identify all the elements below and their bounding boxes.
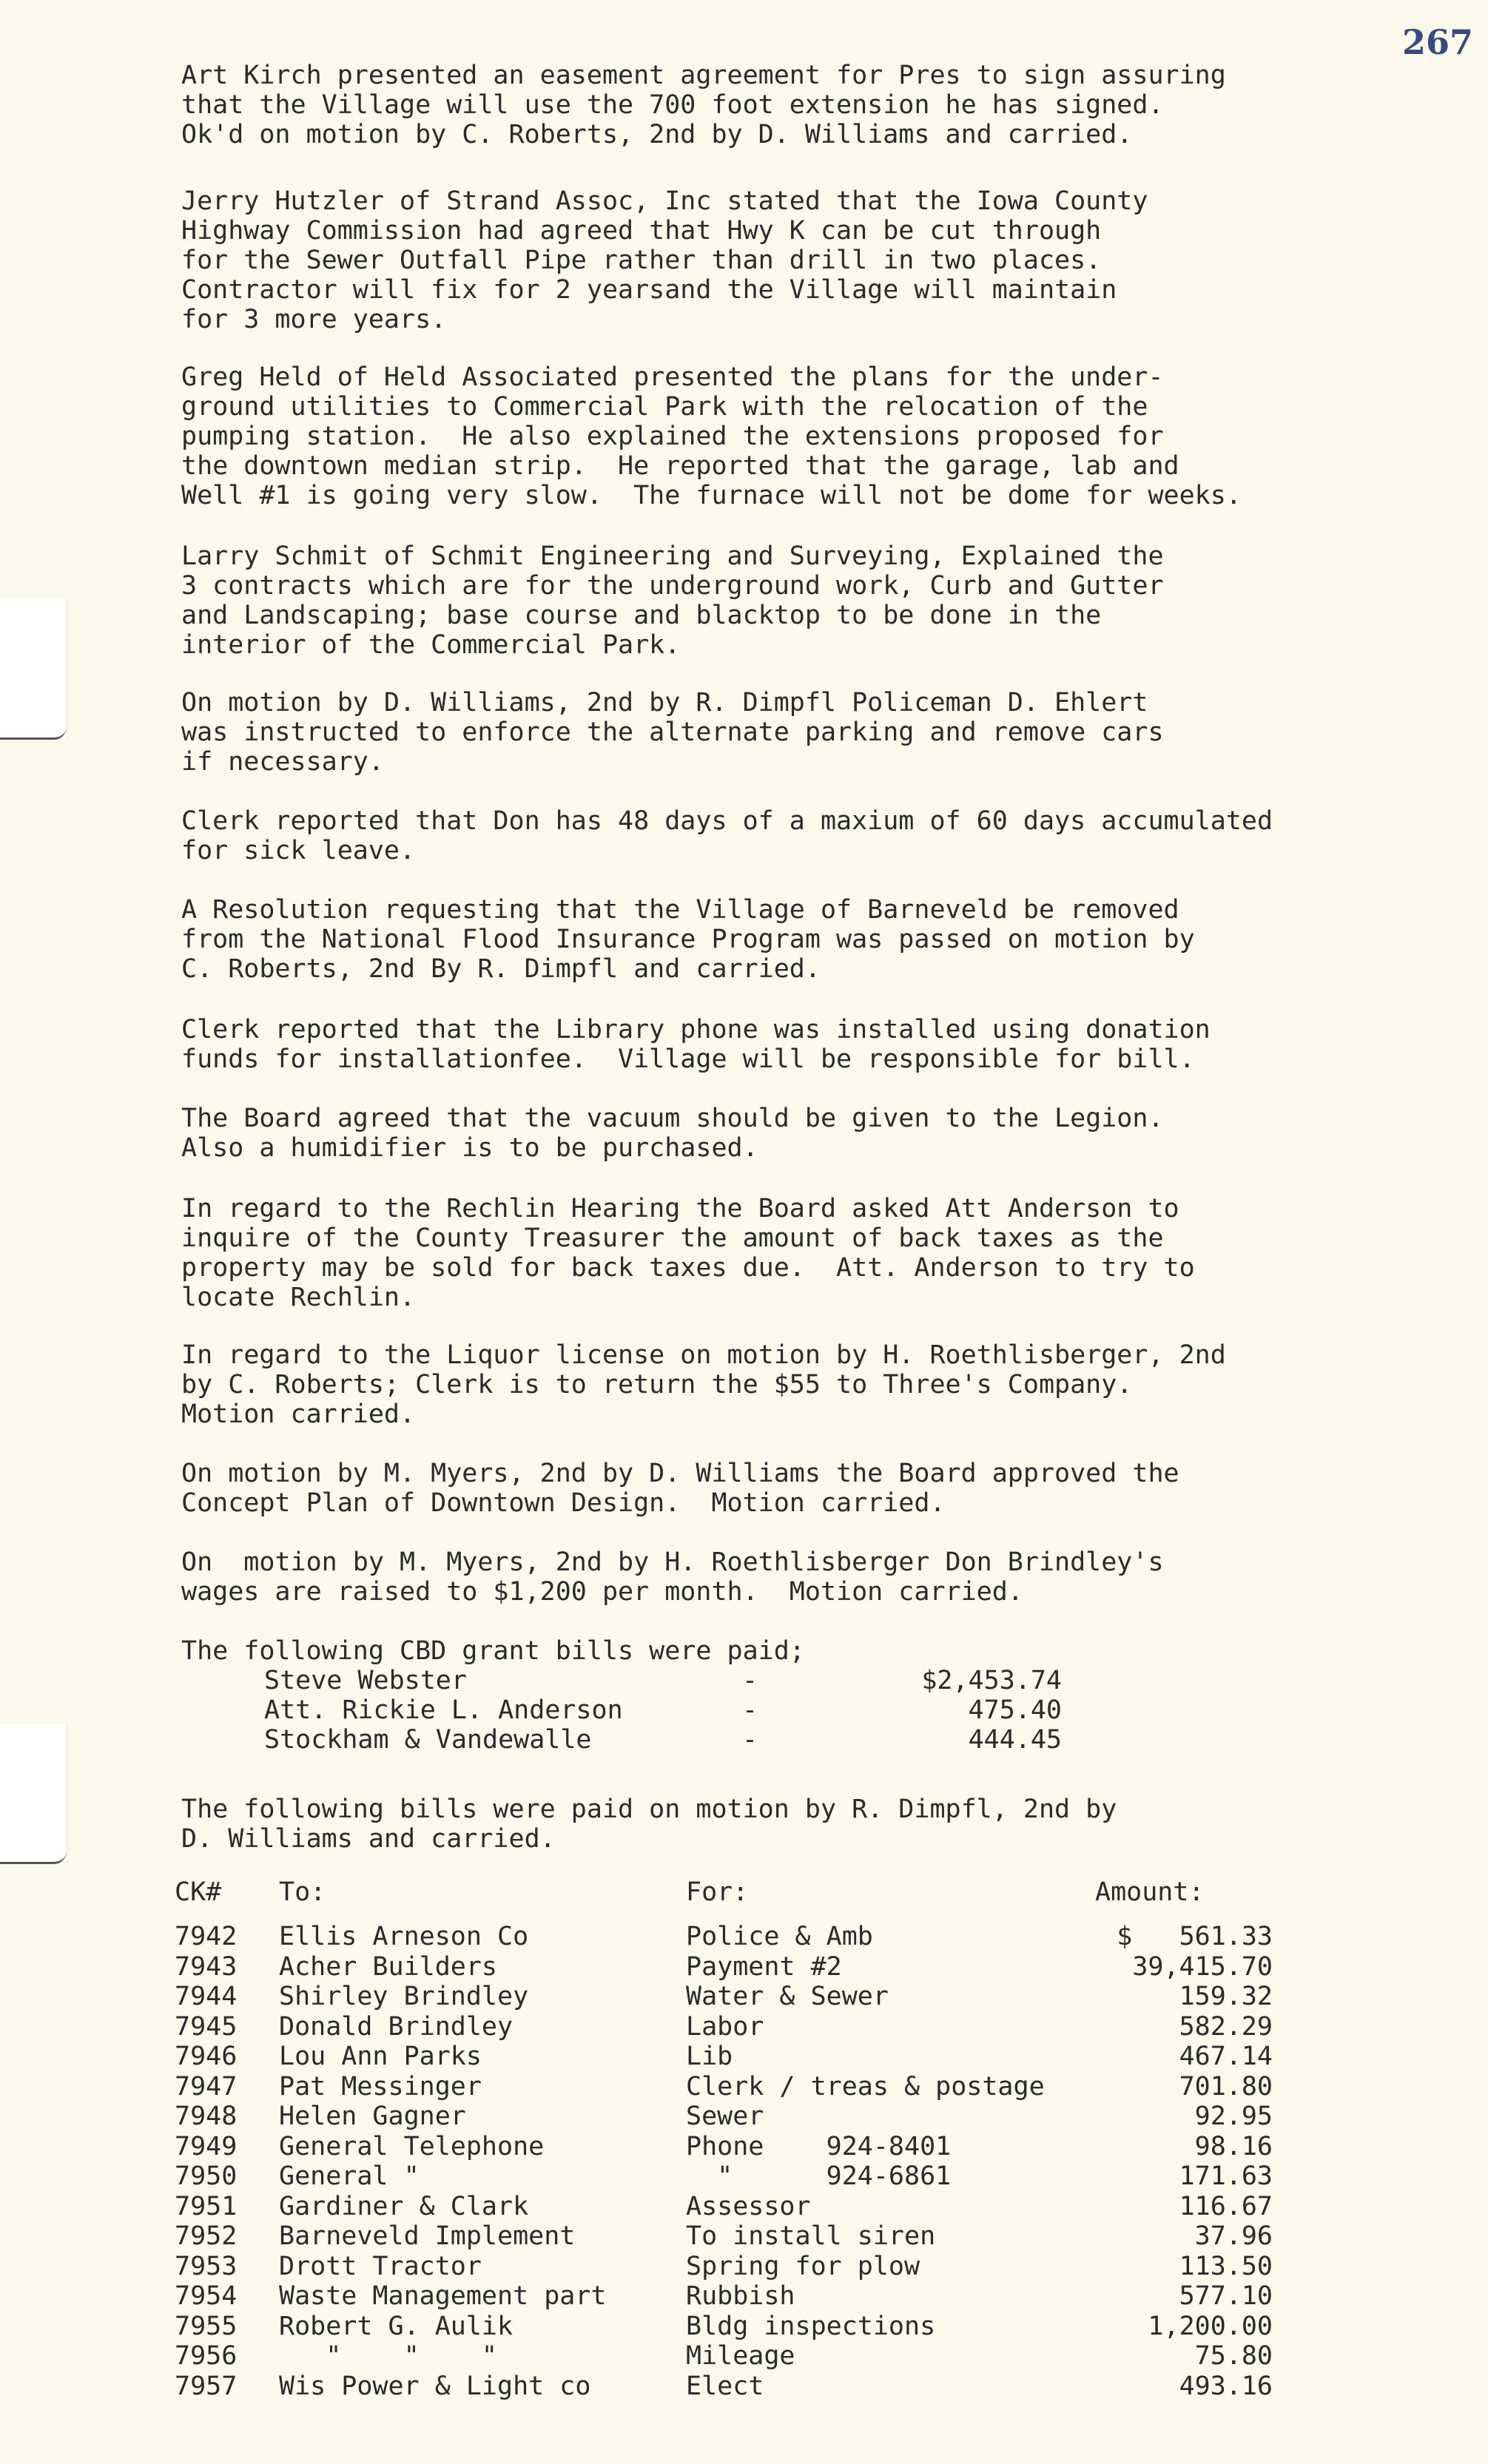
paragraph-line: was instructed to enforce the alternate parking and remove cars: [181, 718, 1164, 747]
paragraph-line: and Landscaping; base course and blacktop to be done in the: [181, 601, 1102, 630]
paragraph-line: locate Rechlin.: [181, 1283, 416, 1312]
payee: Donald Brindley: [279, 2011, 514, 2042]
payee: Helen Gagner: [279, 2102, 466, 2131]
purpose: Water & Sewer: [686, 1982, 889, 2011]
table-row: [0, 2102, 1488, 2131]
table-row: [0, 2132, 1488, 2161]
paragraph-line: Well #1 is going very slow. The furnace will not be dome for weeks.: [181, 481, 1242, 510]
cbd-payee: Steve Webster: [264, 1666, 467, 1695]
header-amount: Amount:: [1095, 1877, 1205, 1907]
paragraph-line: Also a humidifier is to be purchased.: [181, 1133, 758, 1163]
paragraph-line: Clerk reported that the Library phone was installed using donation: [181, 1015, 1211, 1044]
table-row: [0, 1982, 1488, 2011]
cbd-payee: Stockham & Vandewalle: [264, 1725, 592, 1755]
paragraph-line: by C. Roberts; Clerk is to return the $55 to Three's Company.: [181, 1370, 1133, 1400]
check-number: 7955: [175, 2311, 238, 2341]
payee: General ": [279, 2161, 420, 2191]
payee: Acher Builders: [279, 1951, 498, 1982]
table-row: [0, 2341, 1488, 2371]
payee: Ellis Arneson Co: [279, 1922, 529, 1951]
minutes-paragraph: [181, 1194, 1454, 1312]
paragraph-line: property may be sold for back taxes due. Att. Anderson to try to: [181, 1253, 1195, 1283]
paragraph-line: inquire of the County Treasurer the amount of back taxes as the: [181, 1223, 1164, 1253]
payee: Wis Power & Light co: [279, 2371, 591, 2401]
paragraph-line: Jerry Hutzler of Strand Assoc, Inc stated that the Iowa County: [181, 186, 1148, 216]
paragraph-line: the downtown median strip. He reported that the garage, lab and: [181, 451, 1179, 481]
purpose: Lib: [686, 2042, 733, 2071]
table-row: [0, 1952, 1488, 1982]
check-number: 7948: [175, 2102, 238, 2131]
cbd-payee: Att. Rickie L. Anderson: [264, 1695, 623, 1725]
cbd-bill-row: [0, 1695, 1488, 1725]
purpose: To install siren: [686, 2221, 936, 2251]
header-to: To:: [279, 1877, 326, 1907]
payee: Barneveld Implement: [279, 2221, 576, 2251]
amount: 159.32: [1179, 1982, 1273, 2011]
table-row: [0, 2072, 1488, 2102]
minutes-paragraph: [181, 1547, 1454, 1607]
table-row: [0, 2042, 1488, 2071]
payee: Robert G. Aulik: [279, 2311, 514, 2341]
minutes-paragraph: [181, 1636, 1454, 1666]
purpose: Bldg inspections: [686, 2311, 936, 2341]
check-number: 7946: [175, 2042, 238, 2071]
check-number: 7954: [175, 2281, 238, 2311]
amount: 1,200.00: [1148, 2311, 1273, 2341]
purpose: Labor: [686, 2011, 764, 2042]
table-row: [0, 2312, 1488, 2341]
payee: Pat Messinger: [279, 2071, 482, 2102]
paragraph-line: Larry Schmit of Schmit Engineering and Surveying, Explained the: [181, 541, 1164, 571]
table-row: [0, 2192, 1488, 2221]
minutes-paragraph: [181, 688, 1454, 777]
purpose: " 924-6861: [686, 2161, 952, 2191]
paragraph-line: funds for installationfee. Village will be responsible for bill.: [181, 1044, 1195, 1074]
purpose: Mileage: [686, 2341, 795, 2371]
amount: 37.96: [1194, 2221, 1273, 2251]
purpose: Sewer: [686, 2102, 764, 2131]
paragraph-line: Contractor will fix for 2 yearsand the Village will maintain: [181, 275, 1117, 305]
table-row: [0, 2012, 1488, 2042]
paragraph-line: Highway Commission had agreed that Hwy K can be cut through: [181, 216, 1102, 246]
purpose: Rubbish: [686, 2281, 795, 2311]
paragraph-line: The following CBD grant bills were paid;: [181, 1636, 805, 1666]
paragraph-line: for the Sewer Outfall Pipe rather than drill in two places.: [181, 246, 1102, 275]
paragraph-line: Art Kirch presented an easement agreement for Pres to sign assuring: [181, 61, 1226, 90]
amount: 39,415.70: [1132, 1951, 1273, 1982]
paragraph-line: Clerk reported that Don has 48 days of a maxium of 60 days accumulated: [181, 806, 1273, 836]
table-row: [0, 2372, 1488, 2401]
amount: 75.80: [1194, 2341, 1273, 2371]
paragraph-line: Ok'd on motion by C. Roberts, 2nd by D. Williams and carried.: [181, 120, 1133, 149]
amount: 113.50: [1179, 2251, 1273, 2281]
paragraph-line: for sick leave.: [181, 836, 416, 865]
minutes-paragraph: [181, 1015, 1454, 1074]
paragraph-line: pumping station. He also explained the extensions proposed for: [181, 422, 1164, 451]
paragraph-line: In regard to the Rechlin Hearing the Board asked Att Anderson to: [181, 1194, 1179, 1223]
paragraph-line: In regard to the Liquor license on motion by H. Roethlisberger, 2nd: [181, 1340, 1226, 1370]
check-number: 7950: [175, 2161, 238, 2191]
paragraph-line: D. Williams and carried.: [181, 1824, 556, 1854]
cbd-bill-row: [0, 1725, 1488, 1755]
amount: $ 561.33: [1117, 1922, 1273, 1951]
amount: 493.16: [1179, 2371, 1273, 2401]
amount: 116.67: [1179, 2191, 1273, 2221]
paragraph-line: from the National Flood Insurance Program was passed on motion by: [181, 925, 1195, 954]
payee: Lou Ann Parks: [279, 2042, 482, 2071]
paragraph-line: ground utilities to Commercial Park with the relocation of the: [181, 392, 1148, 422]
page-number: 267: [1402, 22, 1474, 62]
purpose: Payment #2: [686, 1951, 842, 1982]
page-edge-tab: [0, 599, 67, 740]
amount: 171.63: [1179, 2161, 1273, 2191]
check-number: 7947: [175, 2071, 238, 2102]
payee: Waste Management part: [279, 2281, 607, 2311]
check-number: 7942: [175, 1922, 238, 1951]
amount: 467.14: [1179, 2042, 1273, 2071]
check-number: 7952: [175, 2221, 238, 2251]
cbd-amount: 444.45: [968, 1725, 1062, 1755]
paragraph-line: On motion by D. Williams, 2nd by R. Dimpfl Policeman D. Ehlert: [181, 688, 1148, 718]
payee: " " ": [279, 2341, 498, 2371]
minutes-paragraph: [181, 362, 1454, 510]
table-row: [0, 2281, 1488, 2311]
check-number: 7951: [175, 2191, 238, 2221]
minutes-paragraph: [181, 61, 1454, 149]
header-for: For:: [686, 1877, 749, 1907]
paragraph-line: Motion carried.: [181, 1400, 416, 1429]
paragraph-line: Concept Plan of Downtown Design. Motion carried.: [181, 1488, 946, 1518]
cbd-bill-row: [0, 1666, 1488, 1695]
payee: General Telephone: [279, 2131, 545, 2161]
check-number: 7945: [175, 2011, 238, 2042]
payee: Drott Tractor: [279, 2251, 482, 2281]
purpose: Spring for plow: [686, 2251, 920, 2281]
paragraph-line: 3 contracts which are for the underground work, Curb and Gutter: [181, 571, 1164, 601]
amount: 582.29: [1179, 2011, 1273, 2042]
amount: 98.16: [1194, 2131, 1273, 2161]
minutes-paragraph: [181, 895, 1454, 984]
paragraph-line: Greg Held of Held Associated presented the plans for the under-: [181, 362, 1164, 392]
minutes-paragraph: [181, 1459, 1454, 1518]
minutes-paragraph: [181, 186, 1454, 334]
purpose: Police & Amb: [686, 1922, 873, 1951]
minutes-paragraph: [181, 1340, 1454, 1429]
bills-table-header: [0, 1877, 1488, 1907]
amount: 577.10: [1179, 2281, 1273, 2311]
paragraph-line: A Resolution requesting that the Village of Barneveld be removed: [181, 895, 1179, 925]
table-row: [0, 2161, 1488, 2191]
paragraph-line: The following bills were paid on motion by R. Dimpfl, 2nd by: [181, 1795, 1117, 1824]
minutes-paragraph: [181, 541, 1454, 660]
amount: 701.80: [1179, 2071, 1273, 2102]
table-row: [0, 2221, 1488, 2251]
minutes-paragraph: [181, 806, 1454, 865]
cbd-dash: -: [742, 1666, 758, 1695]
paragraph-line: The Board agreed that the vacuum should be given to the Legion.: [181, 1104, 1164, 1133]
header-ck: CK#: [175, 1877, 222, 1907]
paragraph-line: On motion by M. Myers, 2nd by D. Williams the Board approved the: [181, 1459, 1179, 1488]
check-number: 7943: [175, 1951, 238, 1982]
purpose: Clerk / treas & postage: [686, 2071, 1045, 2102]
purpose: Phone 924-8401: [686, 2131, 952, 2161]
cbd-amount: $2,453.74: [921, 1666, 1062, 1695]
paragraph-line: that the Village will use the 700 foot extension he has signed.: [181, 90, 1164, 120]
check-number: 7944: [175, 1982, 238, 2011]
paragraph-line: wages are raised to $1,200 per month. Motion carried.: [181, 1577, 1023, 1607]
table-row: [0, 2252, 1488, 2281]
check-number: 7956: [175, 2341, 238, 2371]
paragraph-line: interior of the Commercial Park.: [181, 630, 681, 660]
paragraph-line: if necessary.: [181, 747, 384, 777]
minutes-paragraph: [181, 1795, 1454, 1854]
purpose: Elect: [686, 2371, 764, 2401]
check-number: 7953: [175, 2251, 238, 2281]
amount: 92.95: [1194, 2102, 1273, 2131]
cbd-dash: -: [742, 1695, 758, 1725]
check-number: 7957: [175, 2371, 238, 2401]
payee: Gardiner & Clark: [279, 2191, 529, 2221]
cbd-dash: -: [742, 1725, 758, 1755]
purpose: Assessor: [686, 2191, 811, 2221]
table-row: [0, 1922, 1488, 1951]
payee: Shirley Brindley: [279, 1982, 529, 2011]
paragraph-line: On motion by M. Myers, 2nd by H. Roethlisberger Don Brindley's: [181, 1547, 1164, 1577]
check-number: 7949: [175, 2131, 238, 2161]
minutes-paragraph: [181, 1104, 1454, 1163]
paragraph-line: for 3 more years.: [181, 305, 447, 334]
cbd-amount: 475.40: [968, 1695, 1062, 1725]
paragraph-line: C. Roberts, 2nd By R. Dimpfl and carried.: [181, 954, 821, 984]
